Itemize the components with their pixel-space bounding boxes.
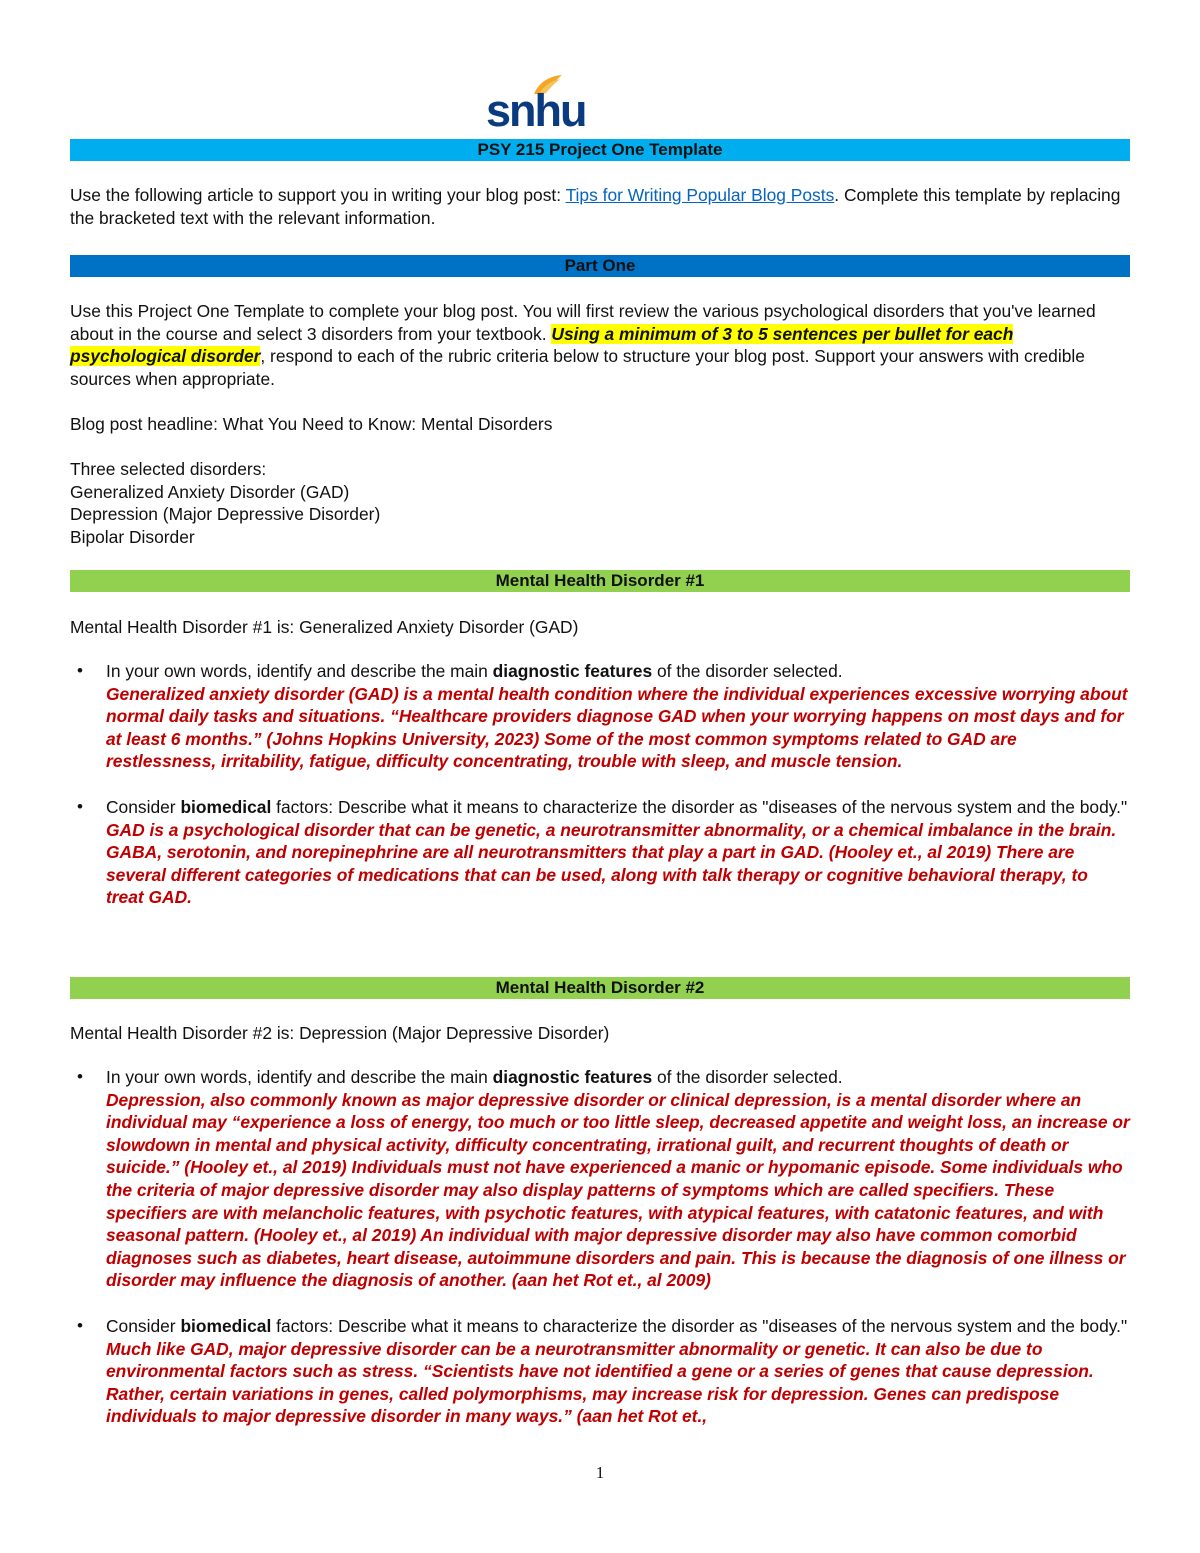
- disorder-list-item: Generalized Anxiety Disorder (GAD): [70, 481, 350, 502]
- disorder-2-biomedical-answer: Much like GAD, major depressive disorder can be a neurotransmitter abnormality or genetic. It can also be due to environmental factors such as stress. “Scientists have not identified a gene or a series of genes that cause depression. Rather, certain variations in genes, called polymorphisms, may increase risk for depression. Genes can predispose individuals to major depressive disorder in many ways.” (aan het Rot et.,: [106, 1338, 1094, 1427]
- bullet-icon: •: [77, 661, 83, 680]
- disorder-1-biomedical-bullet: [70, 796, 1130, 909]
- blog-tips-link[interactable]: Tips for Writing Popular Blog Posts: [565, 185, 835, 205]
- disorder-2-name: [70, 1022, 1130, 1045]
- biomedical-prompt: Consider: [106, 797, 181, 817]
- biomedical-prompt-end: factors: Describe what it means to characterize the disorder as "diseases of the nervous system and the body.": [271, 797, 1128, 817]
- biomedical-prompt-end: factors: Describe what it means to characterize the disorder as "diseases of the nervous system and the body.": [271, 1316, 1128, 1336]
- selected-disorders: [70, 458, 1130, 548]
- diagnostic-prompt-bold: diagnostic features: [492, 661, 653, 681]
- biomedical-prompt-bold: biomedical: [180, 797, 272, 817]
- diagnostic-prompt: In your own words, identify and describe the main: [106, 661, 493, 681]
- intro-text-end: . Complete this template by replacing the bracketed text with the relevant information.: [70, 185, 1121, 228]
- diagnostic-prompt-bold: diagnostic features: [492, 1067, 653, 1087]
- snhu-logo: [486, 74, 586, 134]
- biomedical-prompt-bold: biomedical: [180, 1316, 272, 1336]
- disorder-2-diagnostic-answer: Depression, also commonly known as major depressive disorder or clinical depression, is a mental disorder where an individual may “experience a loss of energy, too much or too little sleep, decreased appetite and weight loss, an increase or slowdown in mental and physical activity, difficulty concentrating, irrational guilt, and recurrent thoughts of death or suicide.” (Hooley et., al 2019) Individuals must not have experienced a manic or hypomanic episode. Some individuals who the criteria of major depressive disorder may also display patterns of symptoms which are called specifiers. These specifiers are with melancholic features, with psychotic features, with atypical features, with catatonic features, and with seasonal pattern. (Hooley et., al 2019) An individual with major depressive disorder may also have common comorbid diagnoses such as diabetes, heart disease, autoimmune disorders and pain. This is because the diagnosis of one illness or disorder may influence the diagnosis of another. (aan het Rot et., al 2009): [106, 1089, 1130, 1291]
- document-title: PSY 215 Project One Template: [477, 140, 723, 159]
- biomedical-prompt: Consider: [106, 1316, 181, 1336]
- disorder-2-bar: [70, 977, 1130, 999]
- part-one-heading: Part One: [564, 256, 636, 275]
- disorder-1-name: [70, 616, 1130, 639]
- highlighted-instruction: Using a minimum of 3 to 5 sentences per bullet for each psychological disorder: [70, 323, 1014, 367]
- disorder-2-is-line: Mental Health Disorder #2 is: Depression (Major Depressive Disorder): [70, 1023, 610, 1043]
- page-number: 1: [595, 1463, 605, 1482]
- part-one-text-end: , respond to each of the rubric criteria below to structure your blog post. Support your answers with credible sources when appropriate.: [70, 346, 1085, 389]
- title-bar: [70, 139, 1130, 161]
- part-one-paragraph: [70, 300, 1130, 390]
- intro-paragraph: [70, 184, 1130, 229]
- bullet-icon: •: [77, 1067, 83, 1086]
- disorder-list-item: Depression (Major Depressive Disorder): [70, 504, 381, 525]
- selected-disorders-label: Three selected disorders:: [70, 459, 267, 479]
- disorder-1-bar: [70, 570, 1130, 592]
- intro-text-start: Use the following article to support you in writing your blog post:: [70, 185, 566, 205]
- diagnostic-prompt: In your own words, identify and describe the main: [106, 1067, 493, 1087]
- diagnostic-prompt-end: of the disorder selected.: [652, 661, 843, 681]
- disorder-1-is-line: Mental Health Disorder #1 is: Generalized Anxiety Disorder (GAD): [70, 617, 579, 637]
- disorder-list-item: Bipolar Disorder: [70, 526, 195, 547]
- part-one-text-start: Use this Project One Template to complete your blog post. You will first review the various psychological disorders that you've learned about in the course and select 3 disorders from your textbook.: [70, 301, 1096, 344]
- disorder-1-biomedical-answer: GAD is a psychological disorder that can be genetic, a neurotransmitter abnormality, or a chemical imbalance in the brain. GABA, serotonin, and norepinephrine are all neurotransmitters that play a part in GAD. (Hooley et., al 2019) There are several different categories of medications that can be used, along with talk therapy or cognitive behavioral therapy, to treat GAD.: [106, 819, 1117, 908]
- part-one-bar: [70, 255, 1130, 277]
- disorder-2-diagnostic-bullet: [70, 1066, 1130, 1292]
- disorder-1-diagnostic-bullet: [70, 660, 1130, 773]
- blog-headline: [70, 413, 1130, 436]
- bullet-icon: •: [77, 797, 83, 816]
- diagnostic-prompt-end: of the disorder selected.: [652, 1067, 843, 1087]
- disorder-2-biomedical-bullet: [70, 1315, 1130, 1428]
- disorder-2-heading: Mental Health Disorder #2: [495, 978, 705, 997]
- disorder-1-diagnostic-answer: Generalized anxiety disorder (GAD) is a mental health condition where the individual experiences excessive worrying about normal daily tasks and situations. “Healthcare providers diagnose GAD when your worrying happens on most days and for at least 6 months.” (Johns Hopkins University, 2023) Some of the most common symptoms related to GAD are restlessness, irritability, fatigue, difficulty concentrating, trouble with sleep, and muscle tension.: [106, 683, 1128, 772]
- blog-headline-text: Blog post headline: What You Need to Know: Mental Disorders: [70, 414, 553, 434]
- logo-text: snhu: [486, 85, 586, 136]
- disorder-1-heading: Mental Health Disorder #1: [495, 571, 705, 590]
- bullet-icon: •: [77, 1316, 83, 1335]
